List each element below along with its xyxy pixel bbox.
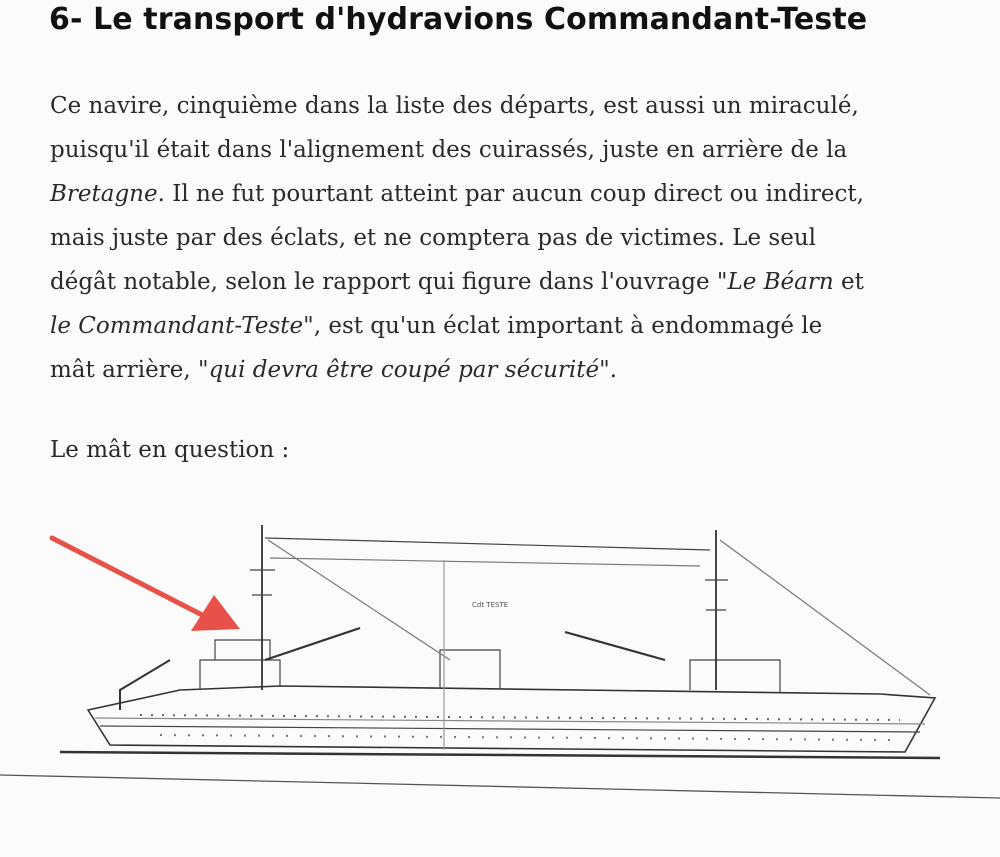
aft-superstructure xyxy=(690,660,780,692)
paragraph-line xyxy=(50,172,985,216)
paragraph-line xyxy=(50,304,985,348)
rigging-line xyxy=(268,540,450,660)
portholes xyxy=(160,735,890,740)
drawing-label: Cdt TESTE xyxy=(472,601,509,609)
bow-crane xyxy=(120,660,170,710)
rigging-line xyxy=(270,558,700,566)
paragraph-line xyxy=(50,260,985,304)
paragraph-line: puisqu'il était dans l'alignement des cuirassés, juste en arrière de la xyxy=(50,137,848,163)
paragraph-line xyxy=(50,348,985,392)
forward-superstructure xyxy=(200,660,280,690)
paragraph-text: mât arrière, " xyxy=(50,357,209,383)
figure-caption: Le mât en question : xyxy=(50,437,290,463)
forward-crane xyxy=(265,628,360,660)
red-arrow-icon xyxy=(52,538,240,631)
paragraph-line: mais juste par des éclats, et ne comptera pas de victimes. Le seul xyxy=(50,225,817,251)
paragraph-text: dégât notable, selon le rapport qui figure dans l'ouvrage " xyxy=(50,269,728,295)
article-heading: 6- Le transport d'hydravions Commandant-Teste xyxy=(49,2,868,37)
book-title-part: Le Béarn xyxy=(727,269,834,295)
hull-line xyxy=(100,726,920,732)
paragraph-line: Ce navire, cinquième dans la liste des départs, est aussi un miraculé, xyxy=(50,93,859,119)
ship-drawing xyxy=(0,500,1000,857)
ship-drawing-figure xyxy=(0,500,1000,857)
book-title-part: le Commandant-Teste xyxy=(50,313,304,339)
ground-line xyxy=(0,775,1000,798)
paragraph-text: . Il ne fut pourtant atteint par aucun coup direct ou indirect, xyxy=(157,181,864,207)
rigging-line xyxy=(720,540,930,695)
rigging-line xyxy=(265,538,710,550)
paragraph-text: ". xyxy=(599,357,618,383)
report-quote: qui devra être coupé par sécurité xyxy=(208,357,600,383)
waterline xyxy=(60,752,940,758)
ship-name-bretagne: Bretagne xyxy=(50,181,158,207)
paragraph-text: ", est qu'un éclat important à endommagé le xyxy=(303,313,823,339)
mid-superstructure xyxy=(440,650,500,688)
aft-crane xyxy=(565,632,665,660)
paragraph-text: et xyxy=(833,269,864,295)
article-paragraph xyxy=(50,84,985,392)
